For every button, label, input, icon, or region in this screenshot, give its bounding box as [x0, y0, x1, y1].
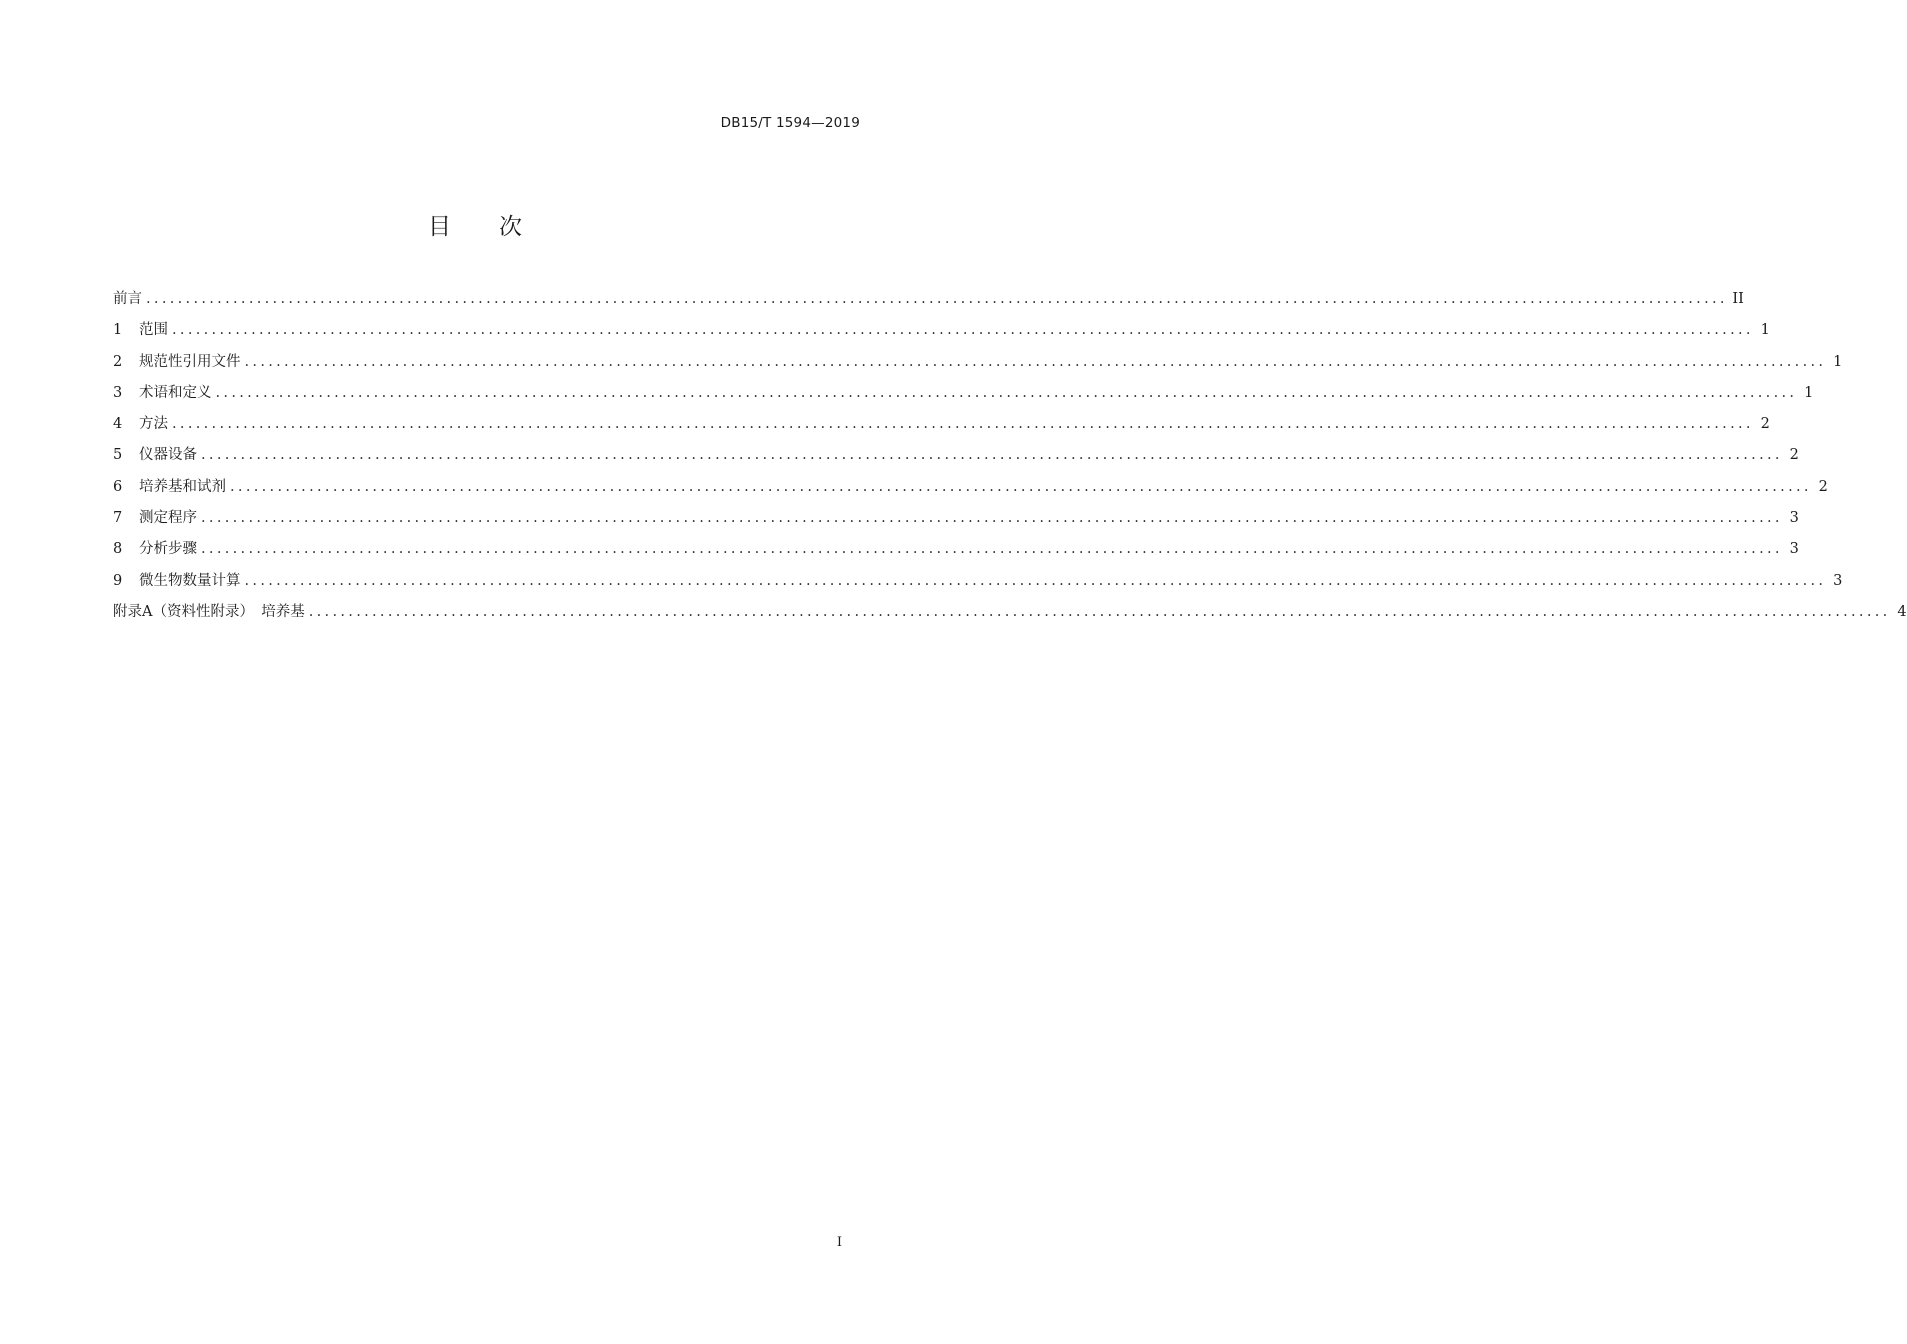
toc-entry-page: 4: [1897, 603, 1907, 620]
toc-entry-page: 1: [1804, 384, 1814, 401]
toc-entry-number: 7: [113, 510, 123, 527]
toc-entry-page: 2: [1789, 447, 1799, 464]
toc-entry-method[interactable]: [113, 412, 1770, 443]
toc-entry-page: 3: [1833, 572, 1843, 589]
toc-entry-procedure[interactable]: [113, 506, 1799, 537]
toc-leader-dots: ........................................................................................................................................................................................................: [201, 447, 1783, 464]
toc-entry-equipment[interactable]: [113, 443, 1799, 474]
toc-entry-media-reagents[interactable]: [113, 475, 1828, 506]
toc-entry-page: 3: [1789, 541, 1799, 558]
toc-entry-label: 前言: [113, 291, 142, 307]
toc-entry-number: 5: [113, 447, 123, 464]
toc-entry-number: 4: [113, 416, 123, 433]
toc-entry-number: 9: [113, 572, 123, 589]
toc-entry-analysis-steps[interactable]: [113, 537, 1799, 568]
toc-leader-dots: ........................................................................................................................................................................................................: [201, 510, 1783, 527]
toc-leader-dots: ........................................................................................................................................................................................................: [172, 416, 1754, 433]
toc-entry-appendix-a[interactable]: [113, 600, 1907, 631]
toc-leader-dots: ........................................................................................................................................................................................................: [244, 572, 1827, 589]
toc-leader-dots: ........................................................................................................................................................................................................: [201, 541, 1783, 558]
toc-entry-label: 微生物数量计算: [139, 572, 241, 589]
toc-entry-label: 术语和定义: [139, 384, 212, 401]
toc-entry-label: 分析步骤: [139, 541, 197, 558]
toc-entry-number: 2: [113, 353, 123, 370]
toc-entry-label: 仪器设备: [139, 447, 197, 464]
document-code: DB15/T 1594—2019: [720, 115, 860, 131]
toc-entry-number: 1: [113, 322, 123, 339]
toc-entry-page: 2: [1760, 416, 1770, 433]
toc-entry-page: 1: [1833, 353, 1843, 370]
toc-entry-microbe-count[interactable]: [113, 569, 1843, 600]
toc-entry-scope[interactable]: [113, 318, 1770, 349]
toc-entry-label: 附录A（资料性附录） 培养基: [113, 603, 305, 620]
toc-entry-label: 培养基和试剂: [139, 478, 226, 495]
toc-entry-label: 方法: [139, 416, 168, 433]
toc-list: [113, 287, 1907, 631]
toc-entry-page: 1: [1760, 322, 1770, 339]
toc-entry-label: 测定程序: [139, 510, 197, 527]
toc-entry-preface[interactable]: [113, 287, 1744, 318]
toc-entry-page: 2: [1818, 478, 1828, 495]
toc-leader-dots: ........................................................................................................................................................................................................: [146, 291, 1728, 307]
toc-entry-number: 3: [113, 384, 123, 401]
page-title: 目次: [428, 214, 570, 240]
toc-entry-page: 3: [1789, 510, 1799, 527]
toc-entry-number: 8: [113, 541, 123, 558]
page-number: I: [836, 1235, 842, 1250]
toc-entry-normative-references[interactable]: [113, 350, 1843, 381]
toc-entry-terms-definitions[interactable]: [113, 381, 1814, 412]
toc-leader-dots: ........................................................................................................................................................................................................: [172, 322, 1754, 339]
toc-leader-dots: ........................................................................................................................................................................................................: [215, 384, 1798, 401]
toc-entry-label: 规范性引用文件: [139, 353, 241, 370]
toc-entry-label: 范围: [139, 322, 168, 339]
toc-leader-dots: ........................................................................................................................................................................................................: [230, 478, 1812, 495]
toc-entry-page: II: [1732, 291, 1744, 307]
toc-entry-number: 6: [113, 478, 123, 495]
toc-leader-dots: ........................................................................................................................................................................................................: [244, 353, 1827, 370]
toc-leader-dots: ........................................................................................................................................................................................................: [308, 603, 1891, 620]
